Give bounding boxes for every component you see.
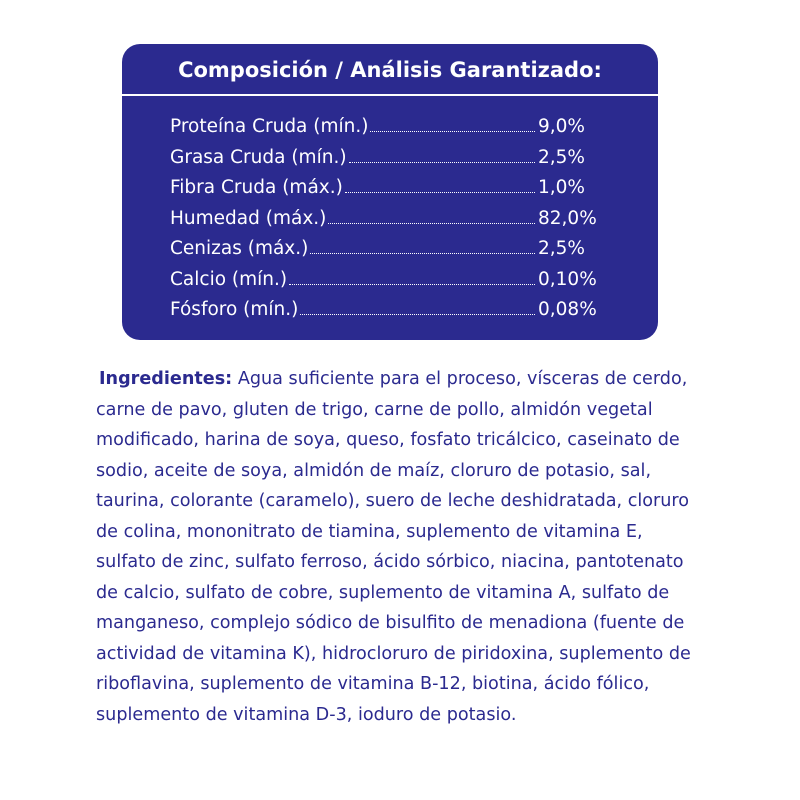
nutrient-row [170,112,600,143]
ingredients-text: Agua suficiente para el proceso, vísceras de cerdo, carne de pavo, gluten de trigo, carne de pollo, almidón vegetal modificado, harina de soya, queso, fosfato tricálcico, caseinato de sodio, aceite de soya, almidón de maíz, cloruro de potasio, sal, taurina, colorante (caramelo), suero de leche deshidratada, cloruro de colina, mononitrato de tiamina, suplemento de vitamina E, sulfato de zinc, sulfato ferroso, ácido sórbico, niacina, pantotenato de calcio, sulfato de cobre, suplemento de vitamina A, sulfato de manganeso, complejo sódico de bisulfito de menadiona (fuente de actividad de vitamina K), hidrocloruro de piridoxina, suplemento de riboflavina, suplemento de vitamina B-12, biotina, ácido fólico, suplemento de vitamina D-3, ioduro de potasio. [96,369,691,725]
nutrient-value: 2,5% [538,238,585,259]
nutrient-value: 2,5% [538,146,585,168]
dotted-leader [300,313,535,315]
dotted-leader [370,130,535,132]
nutrient-value: 0,08% [538,299,597,320]
dotted-leader [289,283,535,285]
nutrient-name: Fósforo (mín.) [170,299,299,320]
nutrient-value: 1,0% [538,177,585,198]
nutrient-row [170,143,600,174]
nutrient-row [170,204,600,235]
nutrient-value: 82,0% [538,207,597,229]
dotted-leader [310,252,535,254]
nutrient-name: Cenizas (máx.) [170,238,309,259]
ingredients-heading: Ingredientes: [99,369,233,389]
nutrient-name: Humedad (máx.) [170,207,327,229]
nutrient-row [170,265,600,296]
nutrient-value: 9,0% [538,116,585,137]
dotted-leader [349,161,535,163]
nutrient-row [170,173,600,204]
nutrient-name: Calcio (mín.) [170,268,288,290]
title-divider [122,94,658,96]
nutrient-name: Fibra Cruda (máx.) [170,177,343,198]
guaranteed-analysis-panel [122,44,658,340]
nutrient-name: Proteína Cruda (mín.) [170,116,369,137]
nutrient-value: 0,10% [538,268,597,290]
analysis-title: Composición / Análisis Garantizado: [178,58,602,82]
nutrient-list [170,112,600,326]
ingredients-paragraph [96,364,696,730]
nutrient-row [170,295,600,326]
dotted-leader [345,191,535,193]
dotted-leader [328,222,535,224]
nutrient-name: Grasa Cruda (mín.) [170,146,347,168]
nutrient-row [170,234,600,265]
